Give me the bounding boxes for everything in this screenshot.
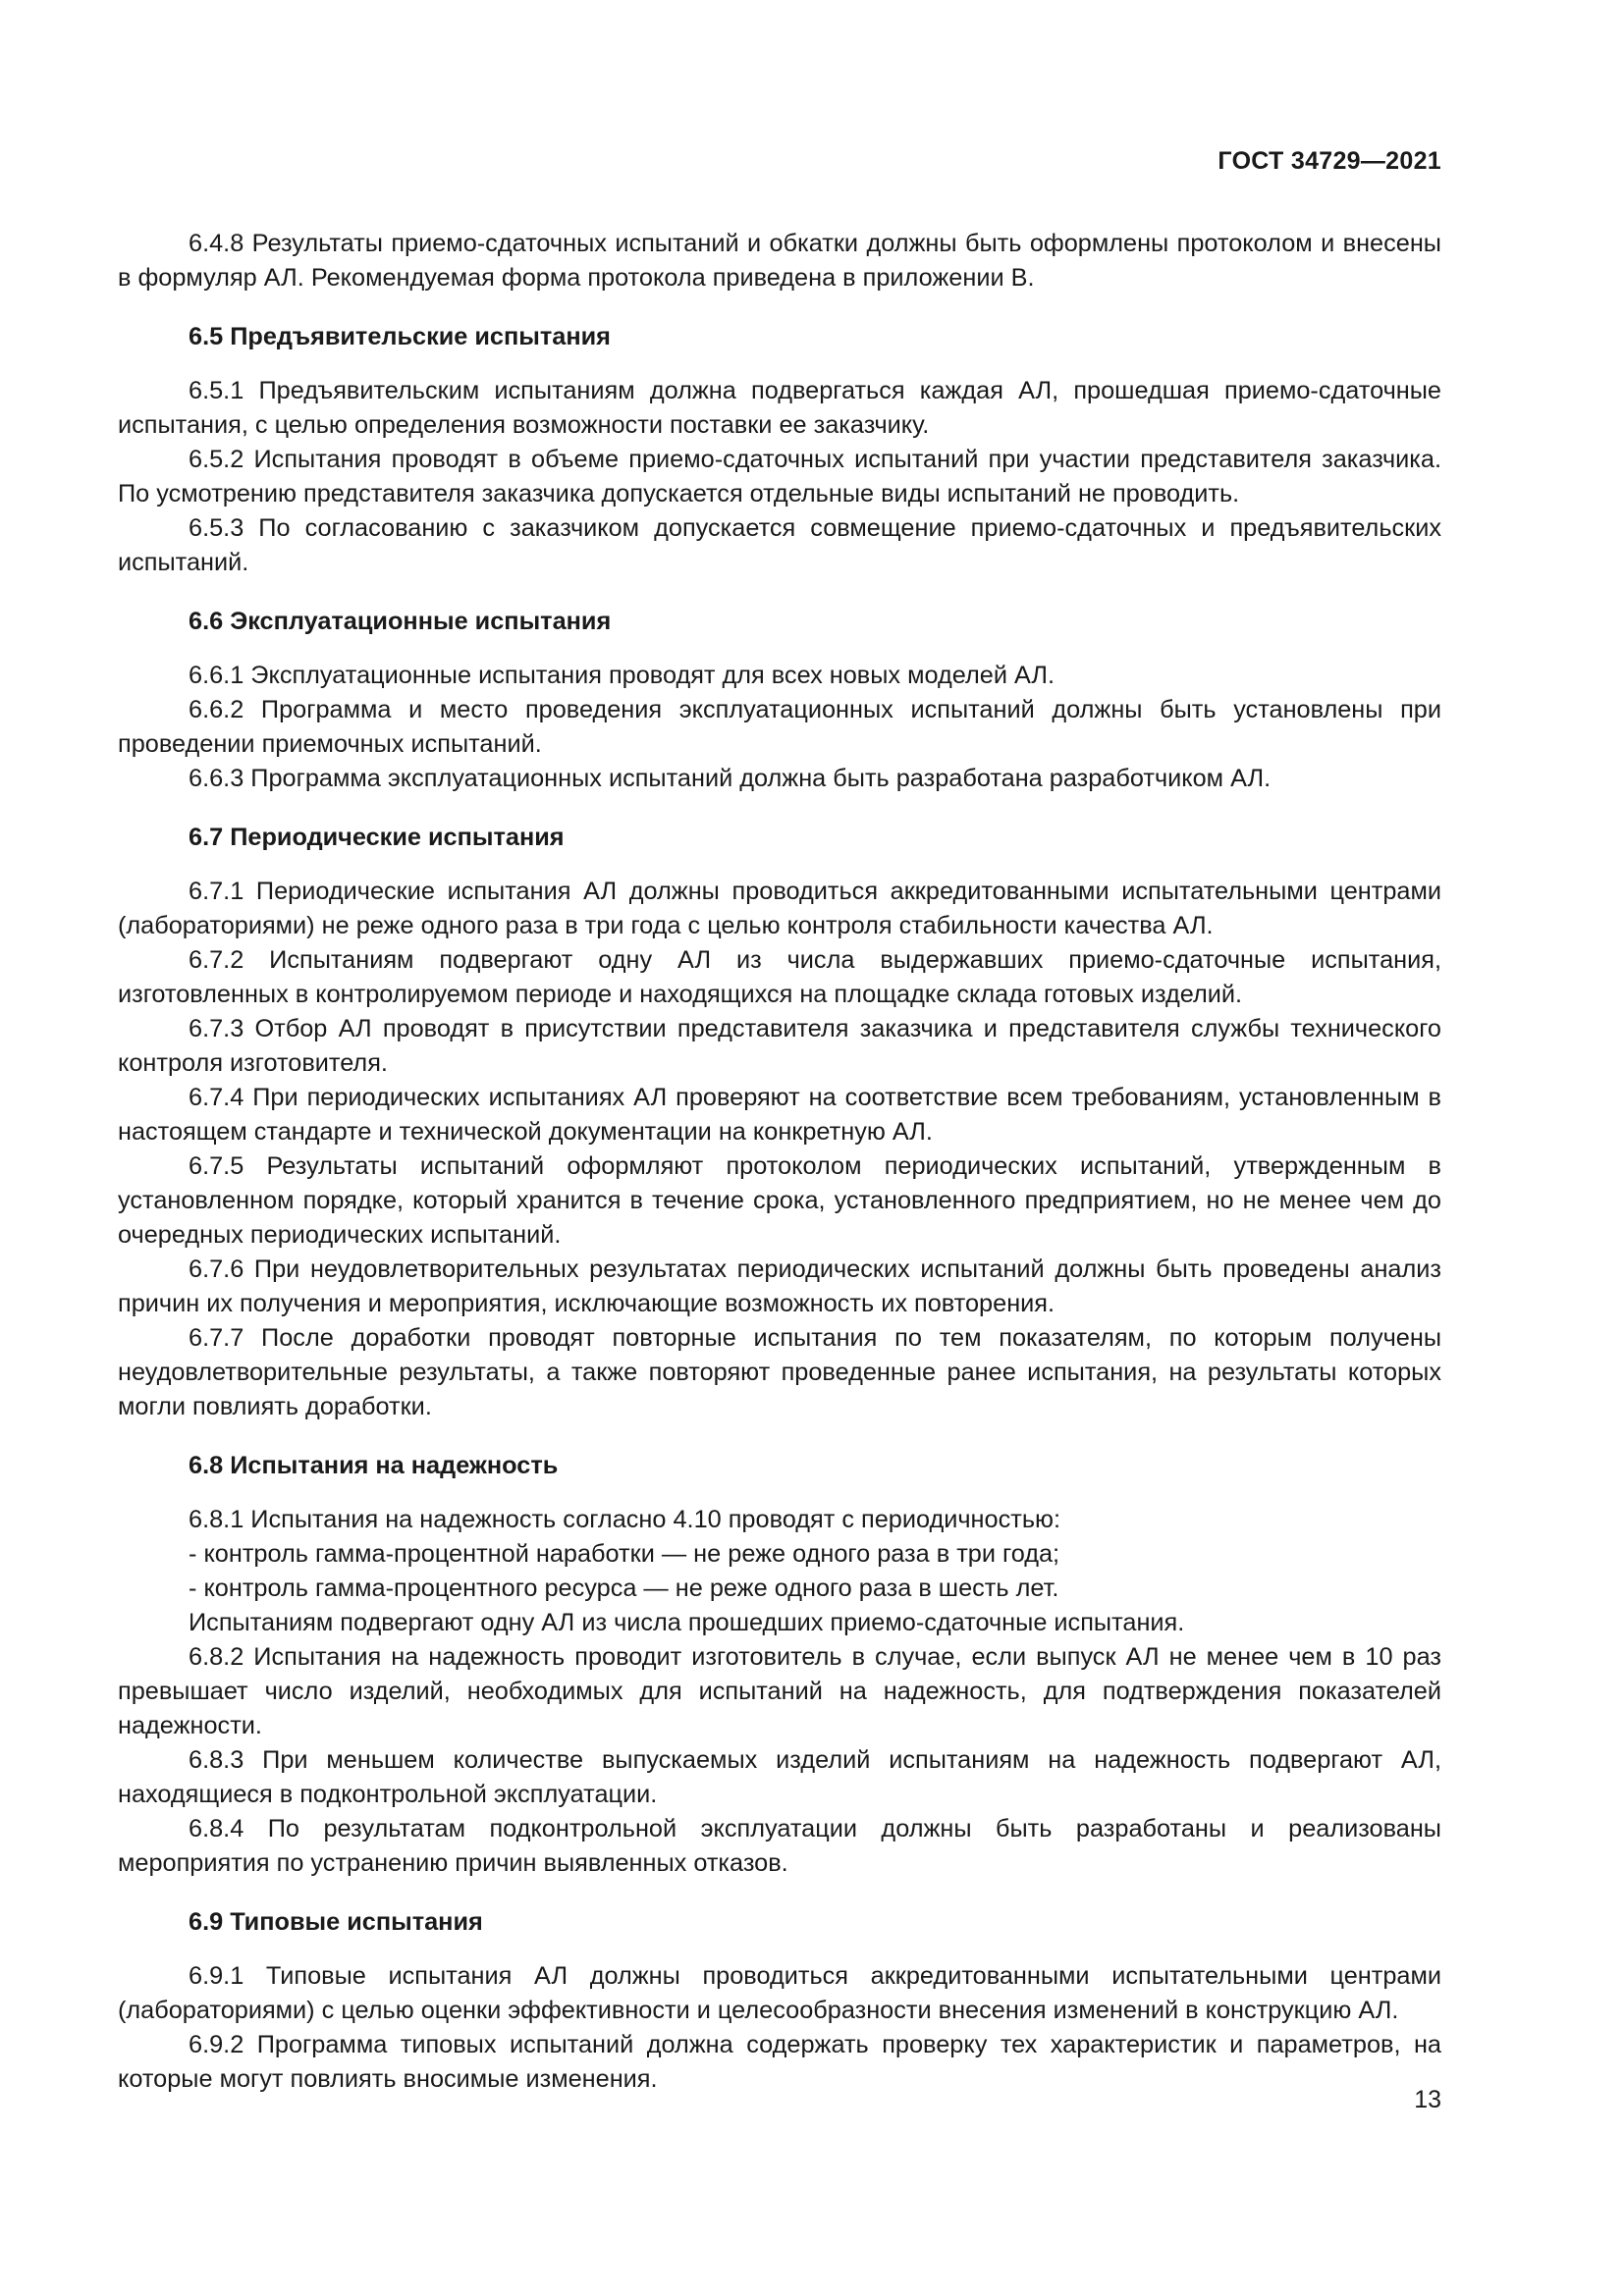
paragraph-6-7-1: 6.7.1 Периодические испытания АЛ должны проводиться аккредитованными испытательными центрами (лабораториями) не реже одного раза в три года с целью контроля стабильности качества АЛ. <box>118 878 1441 939</box>
paragraph-6-9-1: 6.9.1 Типовые испытания АЛ должны проводиться аккредитованными испытательными центрами (лабораториями) с целью оценки эффективности и целесообразности внесения изменений в конструкцию АЛ. <box>118 1962 1441 2024</box>
paragraph-6-5-1: 6.5.1 Предъявительским испытаниям должна подвергаться каждая АЛ, прошедшая приемо-сдаточные испытания, с целью определения возможности поставки ее заказчику. <box>118 377 1441 439</box>
paragraph-6-6-3: 6.6.3 Программа эксплуатационных испытаний должна быть разработана разработчиком АЛ. <box>189 765 1272 792</box>
standard-designation: ГОСТ 34729—2021 <box>1218 147 1441 175</box>
section-heading-6-9: 6.9 Типовые испытания <box>189 1908 483 1936</box>
paragraph-6-6-2: 6.6.2 Программа и место проведения эксплуатационных испытаний должны быть установлены при проведении приемочных испытаний. <box>118 696 1441 758</box>
paragraph-6-8-4: 6.8.4 По результатам подконтрольной эксплуатации должны быть разработаны и реализованы мероприятия по устранению причин выявленных отказов. <box>118 1815 1441 1877</box>
paragraph-6-6-1: 6.6.1 Эксплуатационные испытания проводят для всех новых моделей АЛ. <box>189 662 1056 689</box>
paragraph-6-7-3: 6.7.3 Отбор АЛ проводят в присутствии представителя заказчика и представителя службы технического контроля изготовителя. <box>118 1015 1441 1077</box>
section-heading-6-5: 6.5 Предъявительские испытания <box>189 323 611 350</box>
paragraph-6-5-3: 6.5.3 По согласованию с заказчиком допускается совмещение приемо-сдаточных и предъявительских испытаний. <box>118 514 1441 576</box>
paragraph-6-8-1-tail: Испытаниям подвергают одну АЛ из числа прошедших приемо-сдаточные испытания. <box>189 1609 1185 1636</box>
document-body <box>118 227 1441 2097</box>
section-heading-6-7: 6.7 Периодические испытания <box>189 824 565 851</box>
page-number: 13 <box>1414 2086 1441 2113</box>
section-heading-6-6: 6.6 Эксплуатационные испытания <box>189 608 612 635</box>
list-item-2: - контроль гамма-процентного ресурса — не реже одного раза в шесть лет. <box>189 1575 1059 1602</box>
paragraph-6-7-7: 6.7.7 После доработки проводят повторные испытания по тем показателям, по которым получены неудовлетворительные результаты, а также повторяют проведенные ранее испытания, на результаты которых могли повлиять доработки. <box>118 1324 1441 1420</box>
paragraph-6-4-8: 6.4.8 Результаты приемо-сдаточных испытаний и обкатки должны быть оформлены протоколом и внесены в формуляр АЛ. Рекомендуемая форма протокола приведена в приложении В. <box>118 230 1441 292</box>
paragraph-6-9-2: 6.9.2 Программа типовых испытаний должна содержать проверку тех характеристик и параметров, на которые могут повлиять вносимые изменения. <box>118 2031 1441 2093</box>
paragraph-6-8-3: 6.8.3 При меньшем количестве выпускаемых изделий испытаниям на надежность подвергают АЛ, находящиеся в подконтрольной эксплуатации. <box>118 1746 1441 1808</box>
paragraph-6-5-2: 6.5.2 Испытания проводят в объеме приемо-сдаточных испытаний при участии представителя заказчика. По усмотрению представителя заказчика допускается отдельные виды испытаний не проводить. <box>118 446 1441 507</box>
paragraph-6-7-5: 6.7.5 Результаты испытаний оформляют протоколом периодических испытаний, утвержденным в установленном порядке, который хранится в течение срока, установленного предприятием, но не менее чем до очередных периодических испытаний. <box>118 1152 1441 1249</box>
paragraph-6-7-6: 6.7.6 При неудовлетворительных результатах периодических испытаний должны быть проведены анализ причин их получения и мероприятия, исключающие возможность их повторения. <box>118 1255 1441 1317</box>
section-heading-6-8: 6.8 Испытания на надежность <box>189 1452 559 1479</box>
paragraph-6-8-2: 6.8.2 Испытания на надежность проводит изготовитель в случае, если выпуск АЛ не менее чем в 10 раз превышает число изделий, необходимых для испытаний на надежность, для подтверждения показателей надежности. <box>118 1643 1441 1739</box>
paragraph-6-7-2: 6.7.2 Испытаниям подвергают одну АЛ из числа выдержавших приемо-сдаточные испытания, изготовленных в контролируемом периоде и находящихся на площадке склада готовых изделий. <box>118 946 1441 1008</box>
paragraph-6-8-1: 6.8.1 Испытания на надежность согласно 4.10 проводят с периодичностью: <box>189 1506 1060 1533</box>
paragraph-6-7-4: 6.7.4 При периодических испытаниях АЛ проверяют на соответствие всем требованиям, установленным в настоящем стандарте и технической документации на конкретную АЛ. <box>118 1084 1441 1146</box>
list-item-1: - контроль гамма-процентной наработки — не реже одного раза в три года; <box>189 1540 1060 1568</box>
